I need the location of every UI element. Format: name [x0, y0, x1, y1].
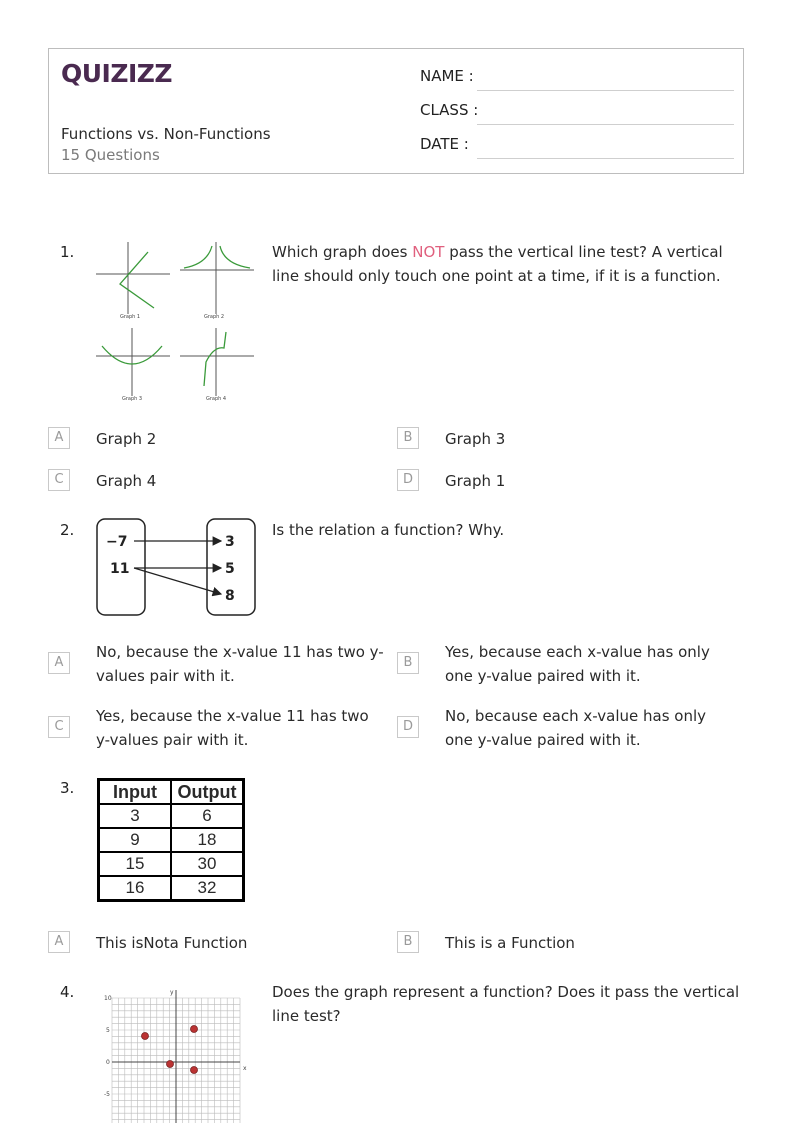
- graph-1-label: Graph 1: [120, 314, 141, 320]
- option-letter-box: A: [48, 427, 70, 449]
- date-line: [477, 158, 734, 159]
- question-1-text: [272, 240, 742, 288]
- table-cell: 30: [171, 852, 244, 876]
- name-label: NAME :: [420, 67, 474, 85]
- class-line: [477, 124, 734, 125]
- graph-3-label: Graph 3: [122, 396, 143, 402]
- range-value-3: 3: [225, 534, 235, 550]
- y-tick-0: 0: [106, 1059, 110, 1066]
- graph-2-label: Graph 2: [204, 314, 225, 320]
- question-1-text-before: Which graph does: [272, 243, 413, 261]
- domain-value-11: 11: [110, 561, 130, 577]
- range-value-5: 5: [225, 561, 235, 577]
- option-letter-box: D: [397, 716, 419, 738]
- class-label: CLASS :: [420, 101, 479, 119]
- option-text: Graph 4: [96, 472, 157, 490]
- y-tick-5: 5: [106, 1027, 110, 1034]
- option-text: This is a Function: [445, 934, 575, 952]
- option-letter-box: B: [397, 931, 419, 953]
- table-cell: 9: [99, 828, 172, 852]
- date-label: DATE :: [420, 135, 469, 153]
- option-letter-box: B: [397, 427, 419, 449]
- table-row: [99, 828, 244, 852]
- question-3-number: 3.: [60, 779, 75, 797]
- name-line: [477, 90, 734, 91]
- table-row: [99, 876, 244, 901]
- worksheet-title: Functions vs. Non-Functions: [61, 125, 271, 143]
- worksheet-header: [48, 48, 744, 174]
- question-3-input-output-table: [97, 778, 245, 902]
- question-2-text: Is the relation a function? Why.: [272, 521, 505, 539]
- date-field[interactable]: [420, 135, 734, 159]
- table-cell: 6: [171, 804, 244, 828]
- question-2-mapping-diagram: [94, 516, 258, 618]
- table-header-output: Output: [171, 780, 244, 805]
- question-1-number: 1.: [60, 243, 75, 261]
- question-1-highlight: NOT: [412, 243, 445, 261]
- question-2-number: 2.: [60, 521, 75, 539]
- class-field[interactable]: [420, 101, 734, 125]
- y-tick-10: 10: [104, 995, 112, 1002]
- question-1-text-after: pass the vertical line test? A vertical line should only touch one point at a time, if it is a function.: [272, 243, 723, 285]
- option-text: No, because each x-value has only one y-value paired with it.: [445, 707, 707, 749]
- option-text: Yes, because the x-value 11 has two y-values pair with it.: [96, 707, 369, 749]
- quizizz-logo: QUIZIZZ: [61, 59, 173, 88]
- option-letter-box: C: [48, 716, 70, 738]
- table-header-input: Input: [99, 780, 172, 805]
- table-cell: 18: [171, 828, 244, 852]
- plot-point: [191, 1026, 198, 1033]
- option-text: No, because the x-value 11 has two y-values pair with it.: [96, 643, 384, 685]
- option-text: Graph 2: [96, 430, 157, 448]
- option-text: Yes, because each x-value has only one y-value paired with it.: [445, 643, 710, 685]
- question-1-graphs-image: [92, 236, 262, 406]
- table-cell: 3: [99, 804, 172, 828]
- question-count: 15 Questions: [61, 146, 160, 164]
- option-letter-box: A: [48, 652, 70, 674]
- plot-point: [142, 1033, 149, 1040]
- range-value-8: 8: [225, 588, 235, 604]
- option-text: Graph 3: [445, 430, 506, 448]
- option-letter-box: D: [397, 469, 419, 491]
- table-row: [99, 804, 244, 828]
- option-letter-box: B: [397, 652, 419, 674]
- option-text: Graph 1: [445, 472, 506, 490]
- y-axis-label: y: [170, 989, 174, 996]
- table-cell: 32: [171, 876, 244, 901]
- y-tick-neg5: -5: [104, 1091, 110, 1098]
- x-axis-label: x: [243, 1065, 247, 1072]
- plot-point: [167, 1061, 174, 1068]
- table-cell: 16: [99, 876, 172, 901]
- table-cell: 15: [99, 852, 172, 876]
- plot-point: [191, 1067, 198, 1074]
- option-text: This isNota Function: [96, 934, 248, 952]
- question-4-coordinate-graph: [100, 988, 252, 1123]
- option-letter-box: C: [48, 469, 70, 491]
- table-row: [99, 852, 244, 876]
- domain-value-neg7: −7: [106, 534, 128, 550]
- graph-4-label: Graph 4: [206, 396, 227, 402]
- question-4-text: Does the graph represent a function? Does it pass the vertical line test?: [272, 983, 740, 1025]
- option-letter-box: A: [48, 931, 70, 953]
- name-field[interactable]: [420, 67, 734, 91]
- question-4-number: 4.: [60, 983, 75, 1001]
